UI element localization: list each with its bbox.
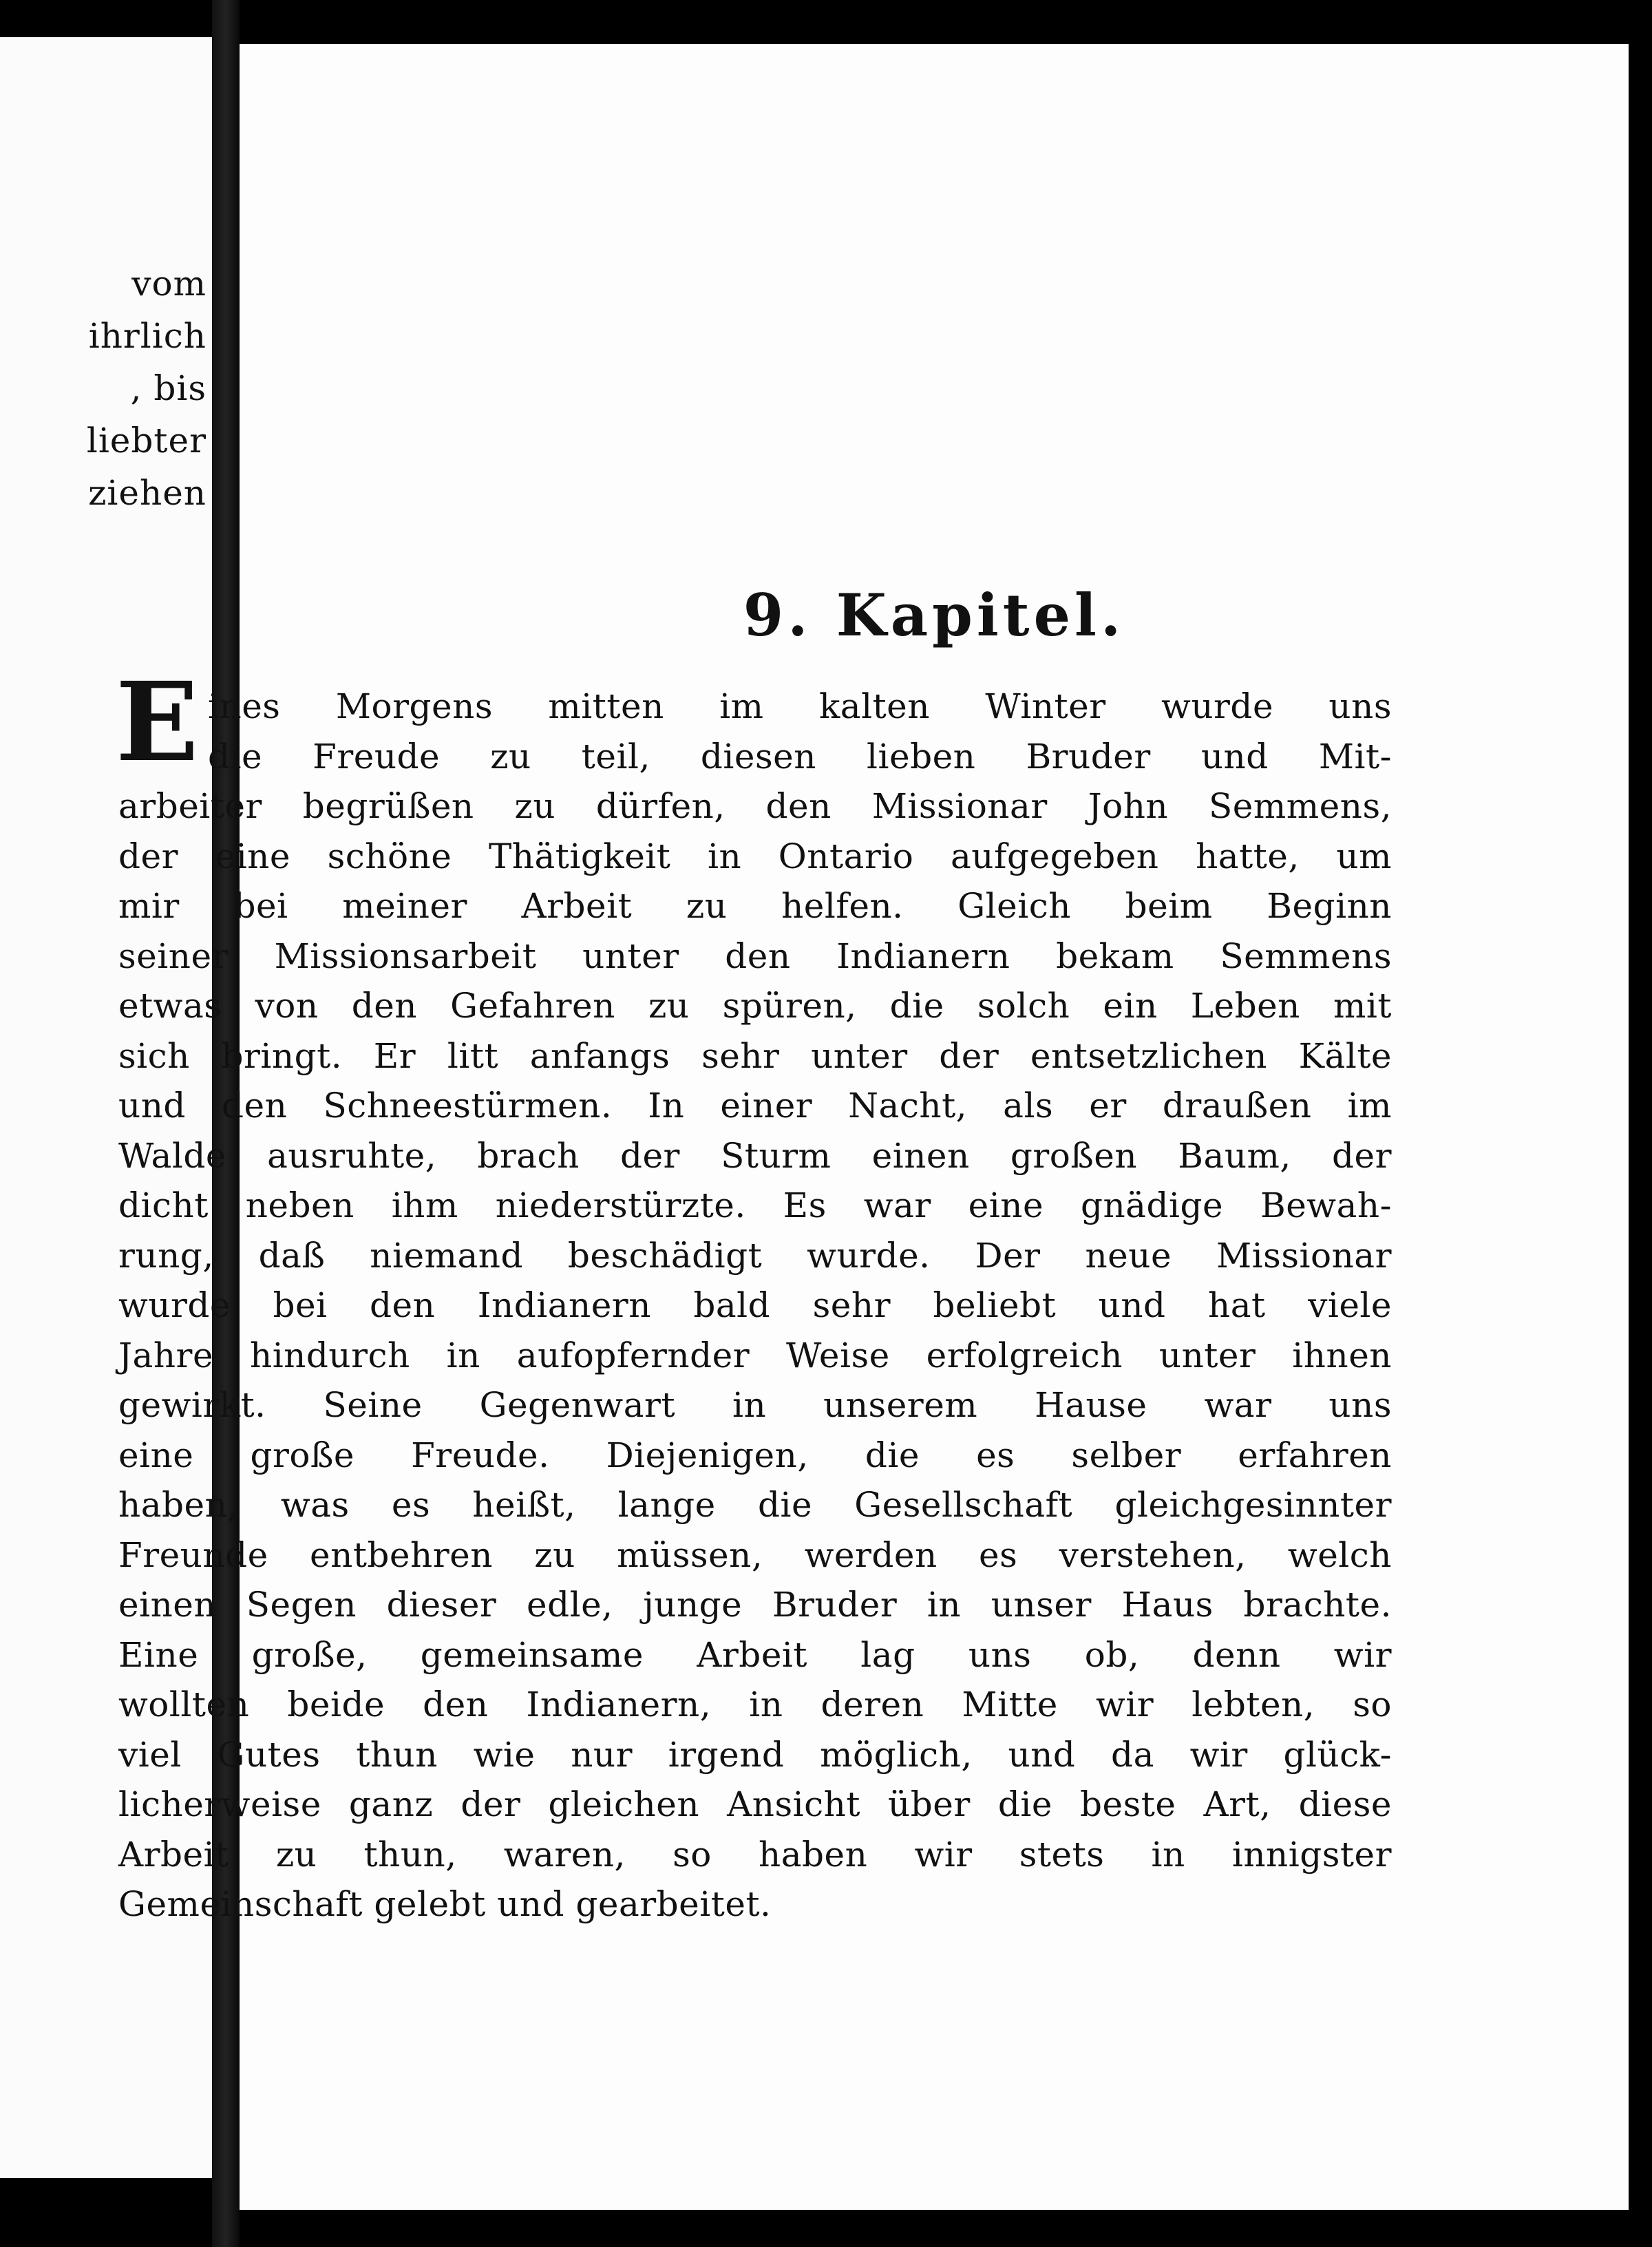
left-page-line: liebter — [86, 421, 206, 461]
left-page-text-fragments — [87, 257, 206, 519]
text-line: sich bringt. Er litt anfangs sehr unter der entsetzlichen Kälte — [118, 1035, 1392, 1076]
text-line: ines Morgens mitten im kalten Winter wurde uns — [208, 686, 1392, 726]
text-line: und den Schneestürmen. In einer Nacht, als er draußen im — [118, 1086, 1392, 1126]
left-page-line: , bis — [130, 368, 206, 408]
text-line: Eine große, gemeinsame Arbeit lag uns ob, denn wir — [118, 1634, 1392, 1675]
text-line: Jahre hindurch in aufopfernder Weise erfolgreich unter ihnen — [118, 1335, 1392, 1375]
text-line: gewirkt. Seine Gegenwart in unserem Hause war uns — [118, 1385, 1392, 1425]
left-page-line: ziehen — [88, 473, 206, 513]
left-page-line: ihrlich — [88, 316, 206, 356]
text-line: der eine schöne Thätigkeit in Ontario aufgegeben hatte, um — [118, 836, 1392, 876]
left-page-line: vom — [131, 264, 206, 304]
text-line: Arbeit zu thun, waren, so haben wir stets in innigster — [118, 1834, 1392, 1875]
text-line: wollten beide den Indianern, in deren Mitte wir lebten, so — [118, 1685, 1392, 1724]
text-line: dicht neben ihm niederstürzte. Es war eine gnädige Bewah- — [118, 1185, 1392, 1225]
text-line: einen Segen dieser edle, junge Bruder in unser Haus brachte. — [118, 1585, 1392, 1625]
text-line: Walde ausruhte, brach der Sturm einen großen Baum, der — [118, 1135, 1392, 1176]
text-line: etwas von den Gefahren zu spüren, die solch ein Leben mit — [118, 986, 1392, 1026]
text-line: haben, was es heißt, lange die Gesellschaft gleichgesinnter — [118, 1485, 1392, 1525]
text-line: die Freude zu teil, diesen lieben Bruder und Mit- — [208, 736, 1392, 777]
text-line: mir bei meiner Arbeit zu helfen. Gleich beim Beginn — [118, 886, 1392, 926]
text-line: licherweise ganz der gleichen Ansicht über die beste Art, diese — [118, 1784, 1392, 1824]
text-line: seiner Missionsarbeit unter den Indianern bekam Semmens — [118, 936, 1392, 976]
text-line: viel Gutes thun wie nur irgend möglich, und da wir glück- — [118, 1734, 1392, 1775]
text-line: rung, daß niemand beschädigt wurde. Der neue Missionar — [118, 1235, 1392, 1276]
drop-cap: E — [116, 659, 199, 786]
chapter-title: 9. Kapitel. — [743, 581, 1125, 649]
text-line: Freunde entbehren zu müssen, werden es verstehen, welch — [118, 1534, 1392, 1575]
text-line: eine große Freude. Diejenigen, die es selber erfahren — [118, 1435, 1392, 1475]
text-line: Gemeinschaft gelebt und gearbeitet. — [118, 1884, 772, 1924]
text-line: wurde bei den Indianern bald sehr beliebt und hat viele — [118, 1285, 1392, 1325]
text-line: arbeiter begrüßen zu dürfen, den Missionar John Semmens, — [118, 786, 1392, 826]
body-text — [118, 682, 1392, 1930]
page-edge — [1629, 0, 1652, 2247]
